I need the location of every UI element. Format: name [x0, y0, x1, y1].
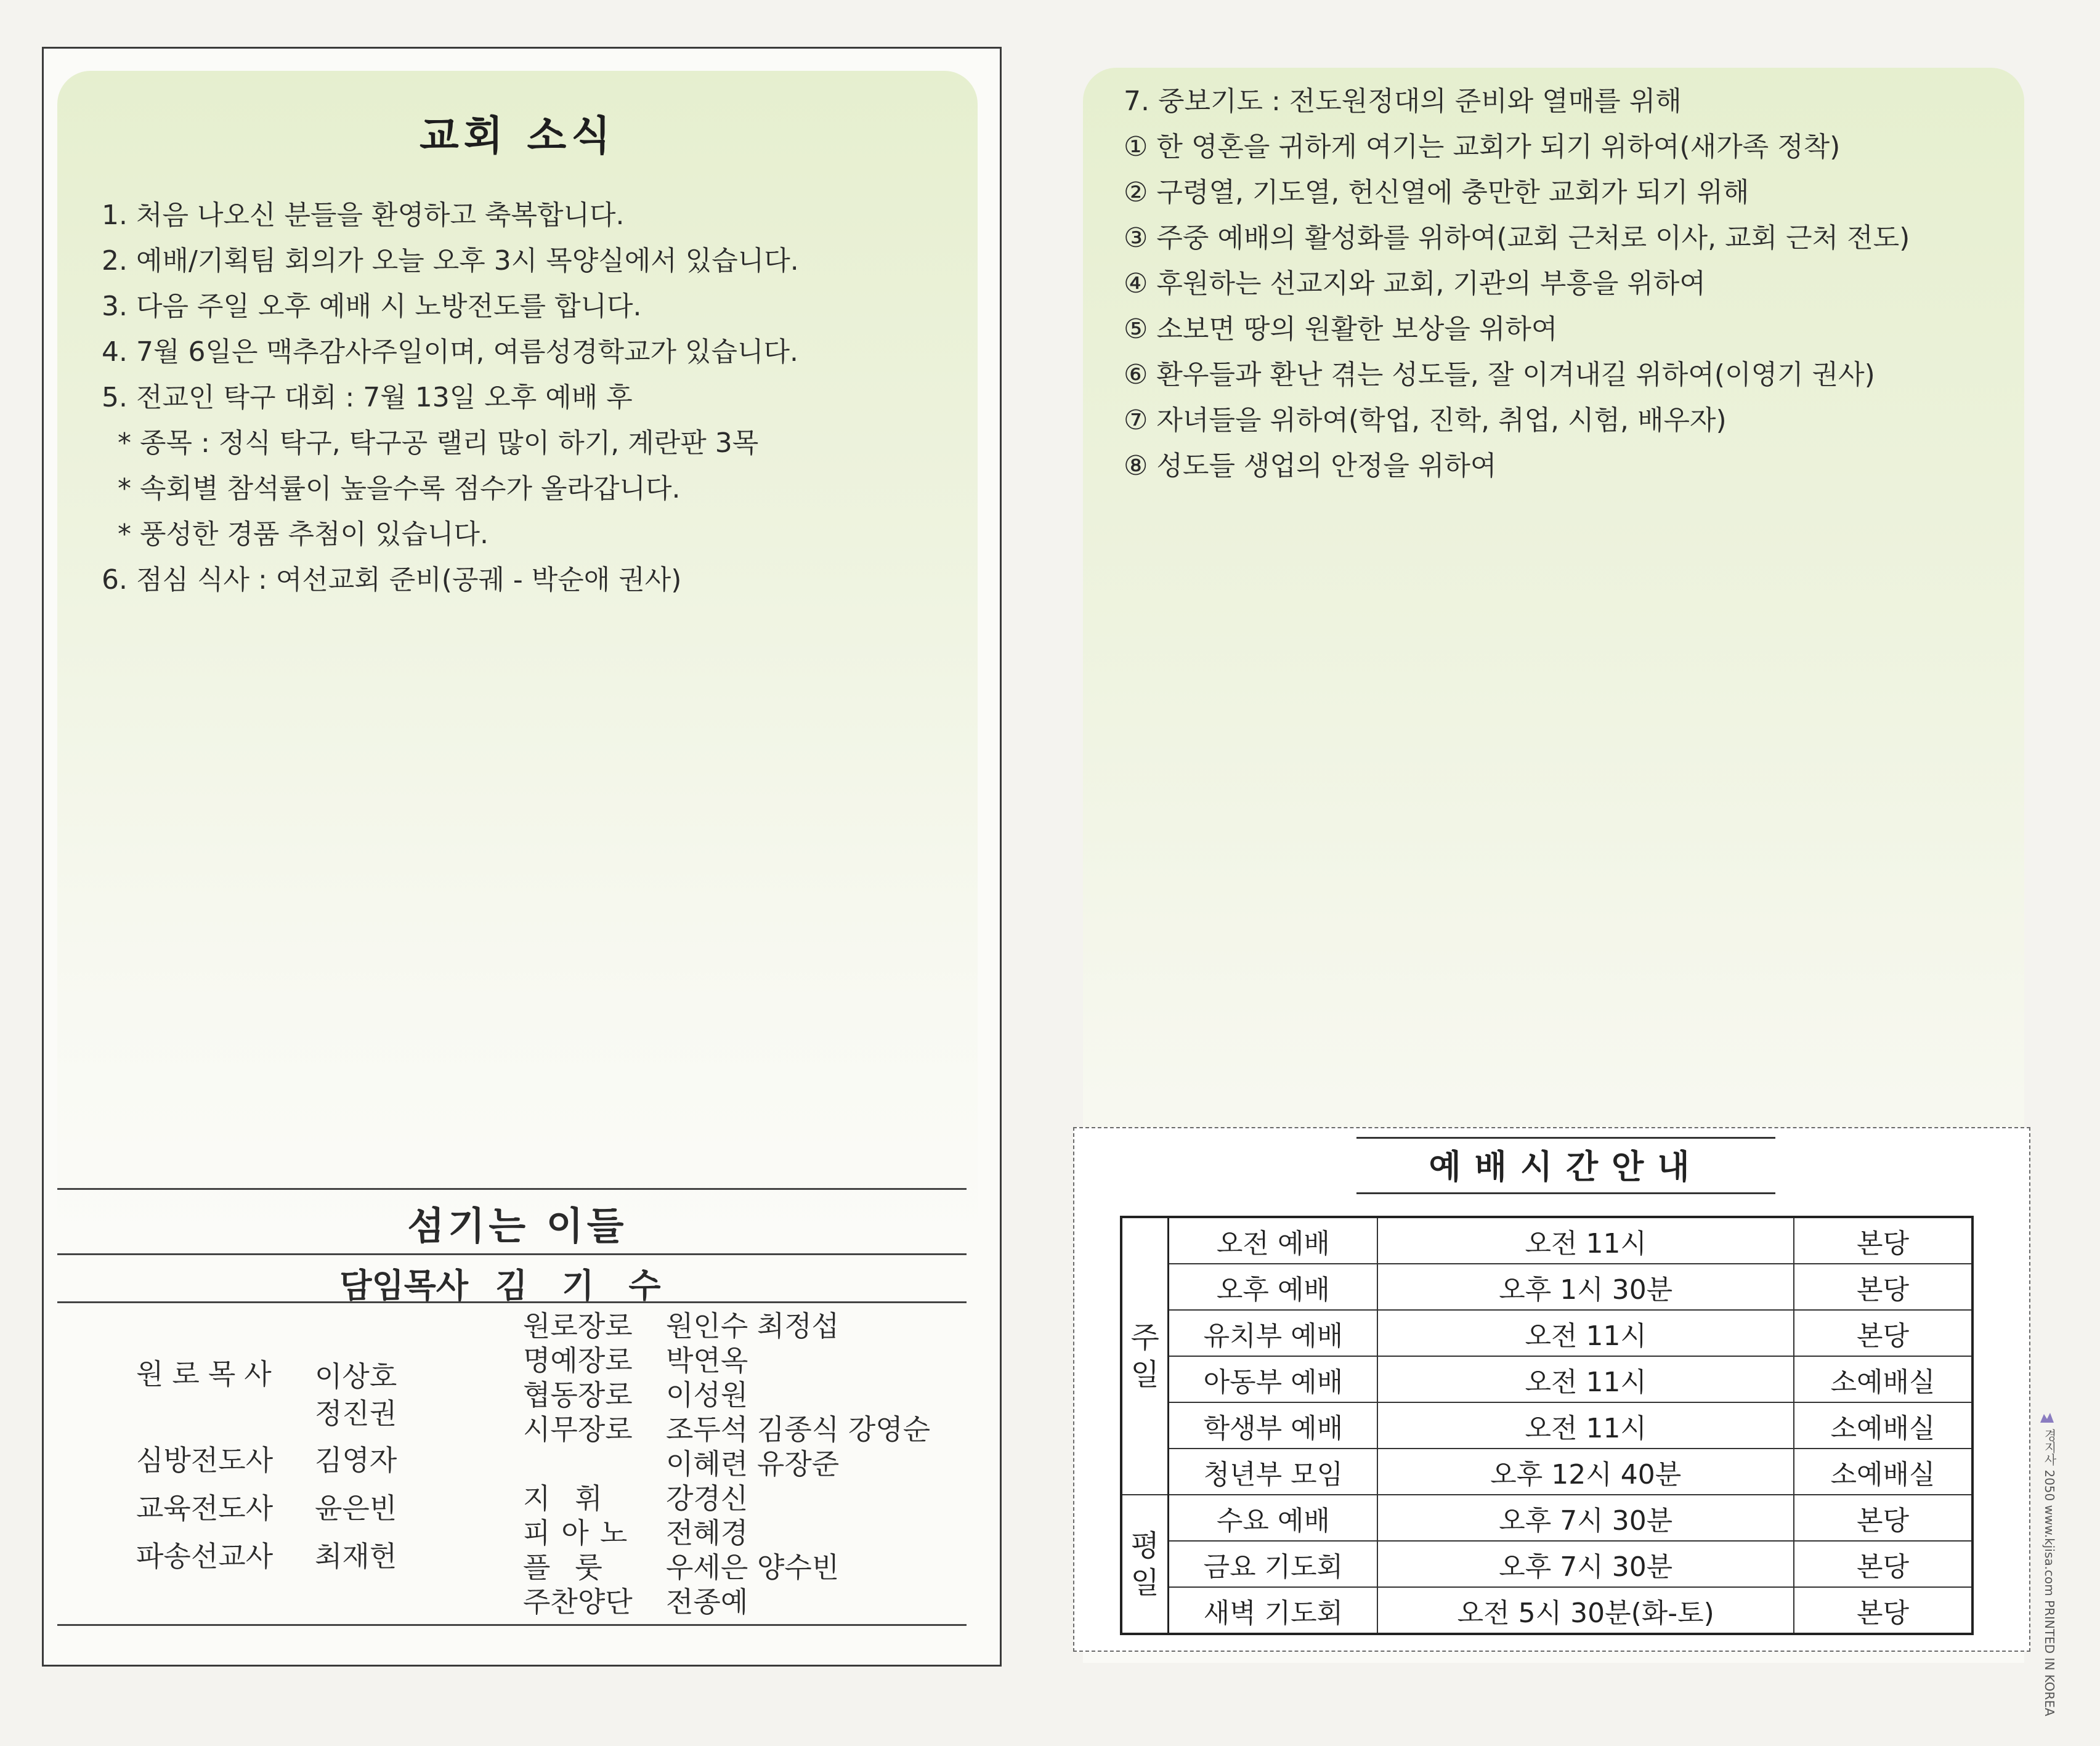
prayer-item: ⑦ 자녀들을 위하여(학업, 진학, 취업, 시험, 배우자)	[1124, 405, 1727, 436]
worship-schedule-box	[1073, 1127, 2030, 1652]
staff-name: 최재헌	[315, 1540, 397, 1573]
prayer-item: ④ 후원하는 선교지와 교회, 기관의 부흥을 위하여	[1124, 268, 1706, 299]
prayer-item: ① 한 영혼을 귀하게 여기는 교회가 되기 위하여(새가족 정착)	[1124, 131, 1841, 163]
news-subitem: * 종목 : 정식 탁구, 탁구공 랠리 많이 하기, 계란판 3목	[118, 427, 759, 459]
servers-bottom-rule	[57, 1624, 967, 1626]
schedule-group-label: 평 일	[1121, 1495, 1169, 1634]
service-name: 오후 예배	[1169, 1264, 1378, 1310]
table-row	[1121, 1449, 1972, 1495]
staff-name: 이상호	[315, 1360, 397, 1393]
service-time: 오전 11시	[1377, 1217, 1793, 1264]
schedule-title-bottom-rule	[1356, 1192, 1775, 1194]
staff-name: 윤은빈	[315, 1492, 397, 1525]
service-time: 오후 1시 30분	[1377, 1264, 1793, 1310]
printer-mark: 경지사 2050 www.kjisa.com PRINTED IN KOREA	[2042, 1429, 2057, 1716]
table-row	[1121, 1217, 1972, 1264]
elder-row: 피아노 전혜경	[523, 1516, 748, 1550]
table-row	[1121, 1541, 1972, 1587]
staff-role: 교육전도사	[136, 1492, 274, 1525]
news-item: 3. 다음 주일 오후 예배 시 노방전도를 합니다.	[102, 291, 642, 322]
printer-logo-icon	[2039, 1410, 2055, 1424]
service-time: 오후 7시 30분	[1377, 1541, 1793, 1587]
service-place: 본당	[1794, 1541, 1972, 1587]
schedule-title: 예배시간안내	[1429, 1147, 1703, 1186]
service-name: 학생부 예배	[1169, 1402, 1378, 1449]
news-subitem: * 풍성한 경품 추첨이 있습니다.	[118, 519, 489, 550]
schedule-group-label: 주 일	[1121, 1217, 1169, 1495]
prayer-list	[1124, 79, 1910, 489]
news-item: 1. 처음 나오신 분들을 환영하고 축복합니다.	[102, 200, 625, 231]
service-time: 오전 5시 30분(화-토)	[1377, 1587, 1793, 1634]
elder-row: 원로장로 원인수 최정섭	[523, 1309, 840, 1343]
service-name: 유치부 예배	[1169, 1310, 1378, 1356]
service-place: 소예배실	[1794, 1449, 1972, 1495]
staff-role: 파송선교사	[136, 1540, 274, 1573]
elder-row: 이혜련 유장준	[666, 1447, 840, 1481]
elder-row: 지휘 강경신	[523, 1482, 748, 1515]
church-news-title: 교회 소식	[419, 112, 615, 160]
elder-row: 협동장로 이성원	[523, 1378, 748, 1412]
table-row	[1121, 1402, 1972, 1449]
table-row	[1121, 1356, 1972, 1402]
prayer-item: ⑤ 소보면 땅의 원활한 보상을 위하여	[1124, 313, 1558, 345]
servers-title-rule	[57, 1253, 967, 1255]
service-place: 본당	[1794, 1310, 1972, 1356]
news-item: 2. 예배/기획팀 회의가 오늘 오후 3시 목양실에서 있습니다.	[102, 245, 799, 277]
servers-title: 섬기는 이들	[407, 1203, 628, 1248]
elder-row: 주찬양단 전종예	[523, 1585, 748, 1619]
service-time: 오후 12시 40분	[1377, 1449, 1793, 1495]
table-row	[1121, 1495, 1972, 1541]
news-item: 5. 전교인 탁구 대회 : 7월 13일 오후 예배 후	[102, 382, 633, 413]
prayer-item: 7. 중보기도 : 전도원정대의 준비와 열매를 위해	[1124, 86, 1682, 117]
service-place: 소예배실	[1794, 1356, 1972, 1402]
news-item: 6. 점심 식사 : 여선교회 준비(공궤 - 박순애 권사)	[102, 564, 682, 596]
elder-row: 명예장로 박연옥	[523, 1344, 748, 1377]
left-page	[42, 47, 1002, 1667]
service-time: 오전 11시	[1377, 1402, 1793, 1449]
prayer-item: ⑥ 환우들과 환난 겪는 성도들, 잘 이겨내길 위하여(이영기 권사)	[1124, 359, 1875, 390]
news-subitem: * 속회별 참석률이 높을수록 점수가 올라갑니다.	[118, 473, 681, 504]
service-place: 본당	[1794, 1217, 1972, 1264]
news-item: 4. 7월 6일은 맥추감사주일이며, 여름성경학교가 있습니다.	[102, 336, 798, 368]
servers-top-rule	[57, 1188, 967, 1190]
staff-name: 김영자	[315, 1444, 397, 1477]
service-place: 본당	[1794, 1264, 1972, 1310]
pastor-rule	[57, 1301, 967, 1303]
service-place: 본당	[1794, 1587, 1972, 1634]
table-row	[1121, 1264, 1972, 1310]
staff-name: 정진권	[315, 1397, 397, 1430]
senior-pastor-role: 담임목사	[339, 1266, 469, 1305]
senior-pastor-line	[57, 1259, 978, 1307]
staff-role: 원로목사	[136, 1357, 280, 1391]
service-name: 새벽 기도회	[1169, 1587, 1378, 1634]
church-news-panel	[57, 71, 978, 1241]
service-place: 소예배실	[1794, 1402, 1972, 1449]
elder-row: 플룻 우세은 양수빈	[523, 1551, 840, 1584]
prayer-item: ② 구령열, 기도열, 헌신열에 충만한 교회가 되기 위해	[1124, 177, 1749, 208]
service-time: 오후 7시 30분	[1377, 1495, 1793, 1541]
staff-role: 심방전도사	[136, 1444, 274, 1477]
service-name: 금요 기도회	[1169, 1541, 1378, 1587]
service-name: 오전 예배	[1169, 1217, 1378, 1264]
service-name: 청년부 모임	[1169, 1449, 1378, 1495]
service-place: 본당	[1794, 1495, 1972, 1541]
prayer-item: ③ 주중 예배의 활성화를 위하여(교회 근처로 이사, 교회 근처 전도)	[1124, 222, 1910, 254]
schedule-title-top-rule	[1356, 1137, 1775, 1139]
worship-schedule-table	[1120, 1216, 1974, 1635]
prayer-item: ⑧ 성도들 생업의 안정을 위하여	[1124, 450, 1497, 482]
senior-pastor-name: 김기수	[495, 1266, 695, 1305]
table-row	[1121, 1587, 1972, 1634]
service-name: 아동부 예배	[1169, 1356, 1378, 1402]
elder-row: 시무장로 조두석 김종식 강영순	[523, 1413, 931, 1446]
service-name: 수요 예배	[1169, 1495, 1378, 1541]
service-time: 오전 11시	[1377, 1310, 1793, 1356]
church-news-list	[102, 193, 799, 603]
service-time: 오전 11시	[1377, 1356, 1793, 1402]
table-row	[1121, 1310, 1972, 1356]
